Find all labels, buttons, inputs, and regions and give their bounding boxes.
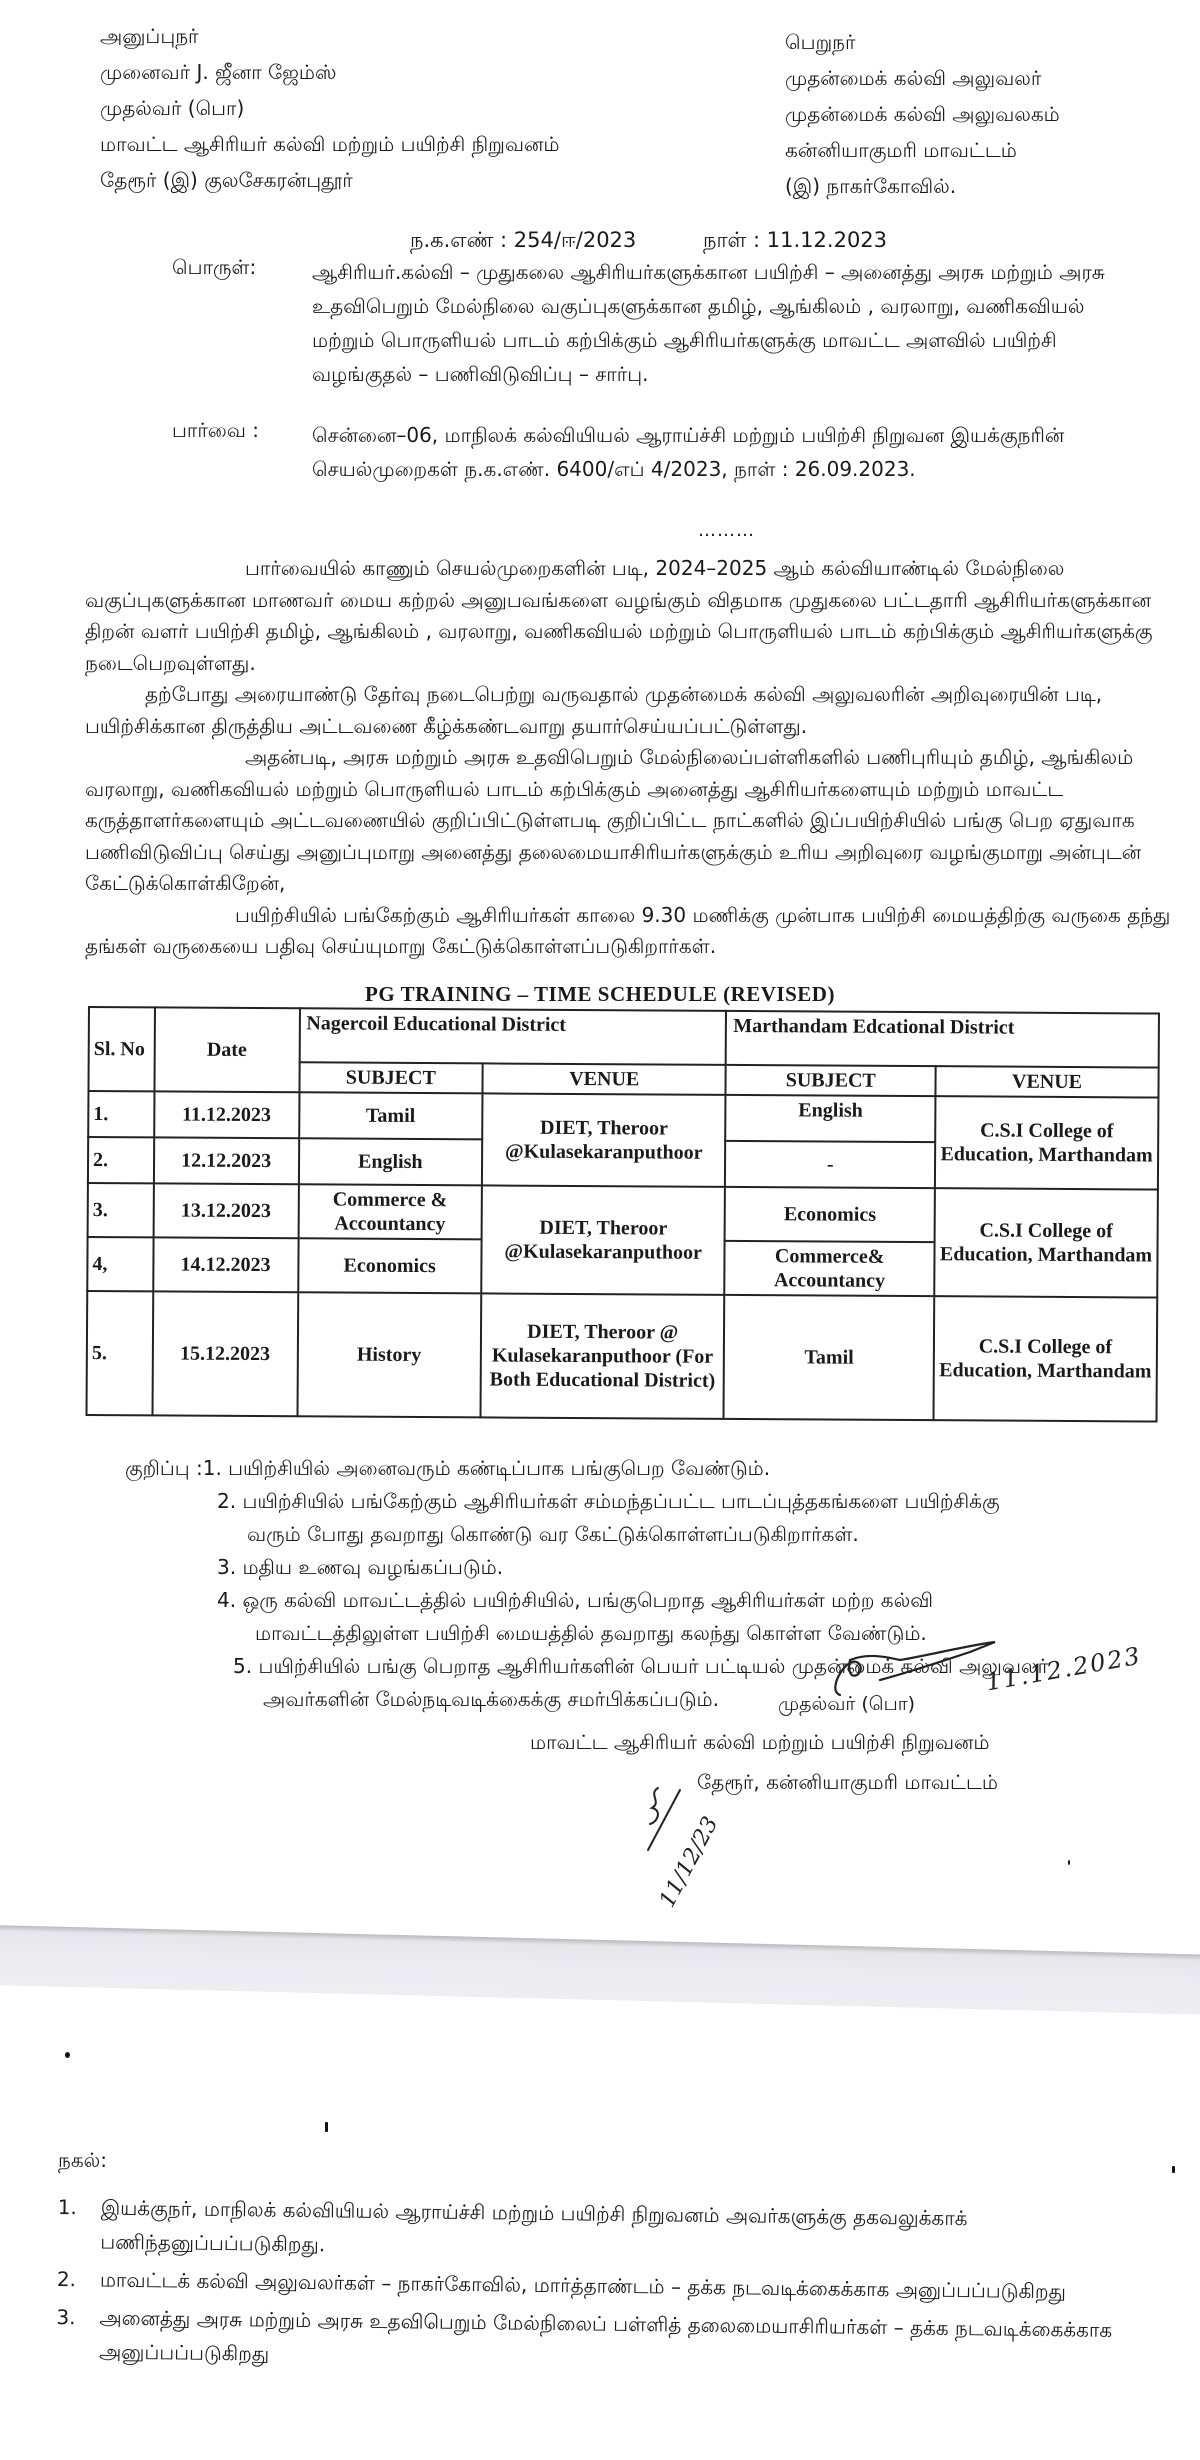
reference-line bbox=[410, 228, 887, 255]
cell-marthandam-venue: C.S.I College of Education, Marthandam bbox=[935, 1096, 1159, 1189]
cell-sl: 4, bbox=[87, 1237, 153, 1291]
reference-number: ந.க.எண் : 254/ஈ/2023 bbox=[410, 228, 637, 252]
copy-to-number: 1. bbox=[57, 2194, 78, 2220]
note-item: 5. பயிற்சியில் பங்கு பெறாத ஆசிரியர்களின் பெயர் பட்டியல் முதன்மைக் கல்வி அலுவலர் bbox=[233, 1654, 1049, 1678]
signatory-place: தேரூர், கன்னியாகுமரி மாவட்டம் bbox=[697, 1770, 998, 1794]
body-paragraph: பயிற்சியில் பங்கேற்கும் ஆசிரியர்கள் காலை 9.30 மணிக்கு முன்பாக பயிற்சி மையத்திற்கு வருகை தந்து தங்கள் வருகையை பதிவு செய்யுமாறு கேட்டுக்கொள்ளப்படுகிறார்கள். bbox=[85, 902, 1171, 958]
speck bbox=[1172, 2166, 1175, 2173]
header-sl-no: Sl. No bbox=[88, 1007, 154, 1091]
signatory-office: மாவட்ட ஆசிரியர் கல்வி மற்றும் பயிற்சி நிறுவனம் bbox=[530, 1730, 990, 1754]
header-subject: SUBJECT bbox=[726, 1065, 936, 1096]
copy-to-text: இயக்குநர், மாநிலக் கல்வியியல் ஆராய்ச்சி மற்றும் பயிற்சி நிறுவனம் அவர்களுக்கு தகவலுக்காக் பணிந்தனுப்பப்படுகிறது. bbox=[100, 2195, 968, 2257]
sender-line: தேரூர் (இ) குலசேகரன்புதூர் bbox=[100, 168, 353, 192]
note-item: 4. ஒரு கல்வி மாவட்டத்தில் பயிற்சியில், பங்குபெறாத ஆசிரியர்கள் மற்ற கல்வி bbox=[217, 1588, 933, 1612]
subject-text: ஆசிரியர்.கல்வி – முதுகலை ஆசிரியர்களுக்கான பயிற்சி – அனைத்து அரசு மற்றும் அரசு உதவிபெறும் மேல்நிலை வகுப்புகளுக்கான தமிழ், ஆங்கிலம் , வரலாறு, வணிகவியல் மற்றும் பொருளியல் பாடம் கற்பிக்கும் ஆசிரியர்களுக்கு மாவட்ட அளவில் பயிற்சி வழங்குதல் – பணிவிடுவிப்பு – சார்பு. bbox=[312, 260, 1105, 386]
cell-nagercoil-subject: Commerce & Accountancy bbox=[298, 1184, 482, 1239]
cell-date: 15.12.2023 bbox=[152, 1291, 298, 1416]
sender-line: முதல்வர் (பொ) bbox=[100, 96, 245, 120]
cell-sl: 5. bbox=[87, 1291, 153, 1415]
cell-marthandam-subject: English bbox=[726, 1095, 936, 1142]
recipient-line: முதன்மைக் கல்வி அலுவலர் bbox=[785, 66, 1042, 90]
note-item: 1. பயிற்சியில் அனைவரும் கண்டிப்பாக பங்குபெற வேண்டும். bbox=[202, 1456, 771, 1480]
cell-marthandam-venue: C.S.I College of Education, Marthandam bbox=[934, 1188, 1158, 1297]
header-marthandam-district: Marthandam Edcational District bbox=[726, 1011, 1159, 1068]
schedule-title: PG TRAINING – TIME SCHEDULE (REVISED) bbox=[365, 982, 835, 1006]
signatory-title: முதல்வர் (பொ) bbox=[778, 1693, 916, 1715]
recipient-block bbox=[785, 24, 1060, 204]
speck bbox=[1068, 1860, 1070, 1865]
sender-line: முனைவர் J. ஜீனா ஜேம்ஸ் bbox=[100, 60, 337, 84]
body-paragraph: அதன்படி, அரசு மற்றும் அரசு உதவிபெறும் மேல்நிலைப்பள்ளிகளில் பணிபுரியும் தமிழ், ஆங்கிலம் வரலாறு, வணிகவியல் மற்றும் பொருளியல் பாடம் கற்பிக்கும் அனைத்து ஆசிரியர்களையும் மற்றும் மாவட்ட கருத்தாளர்களையும் அட்டவணையில் குறிப்பிட்டுள்ளபடி குறிப்பிட்ட நாட்களில் இப்பயிற்சியில் பங்கு பெற ஏதுவாக பணிவிடுவிப்பு செய்து அனுப்புமாறு அனைத்து தலைமையாசிரியர்களுக்கும் உரிய அறிவுரை வழங்குமாறு அன்புடன் கேட்டுக்கொள்கிறேன், bbox=[85, 745, 1142, 895]
copy-to-item bbox=[57, 2190, 1178, 2272]
note-item-continued: வரும் போது தவறாது கொண்டு வர கேட்டுக்கொள்ளப்படுகிறார்கள். bbox=[247, 1522, 859, 1546]
recipient-heading: பெறுநர் bbox=[785, 30, 856, 54]
note-item: 2. பயிற்சியில் பங்கேற்கும் ஆசிரியர்கள் சம்மந்தப்பட்ட பாடப்புத்தகங்களை பயிற்சிக்கு bbox=[217, 1489, 1000, 1513]
cell-date: 11.12.2023 bbox=[154, 1091, 299, 1138]
cell-sl: 2. bbox=[88, 1137, 154, 1183]
note-row bbox=[125, 1452, 1195, 1485]
table-row bbox=[87, 1291, 1158, 1422]
cell-nagercoil-subject: History bbox=[297, 1292, 481, 1417]
copy-to-label: நகல்: bbox=[58, 2148, 107, 2172]
body-paragraph: தற்போது அரையாண்டு தேர்வு நடைபெற்று வருவதால் முதன்மைக் கல்வி அலுவலரின் அறிவுரையின் படி, பயிற்சிக்கான திருத்திய அட்டவணை கீழ்க்கண்டவாறு தயார்செய்யப்பட்டுள்ளது. bbox=[85, 682, 1103, 738]
cell-nagercoil-venue: DIET, Theroor @Kulasekaranputhoor bbox=[482, 1093, 726, 1186]
header-subject: SUBJECT bbox=[299, 1062, 483, 1093]
header-nagercoil-district: Nagercoil Educational District bbox=[299, 1008, 726, 1065]
sender-block bbox=[100, 18, 560, 198]
notes-label: குறிப்பு : bbox=[125, 1456, 203, 1480]
cell-sl: 3. bbox=[88, 1183, 154, 1237]
speck bbox=[325, 2122, 328, 2132]
cell-nagercoil-subject: Tamil bbox=[299, 1092, 483, 1139]
note-item-continued: மாவட்டத்திலுள்ள பயிற்சி மையத்தில் தவறாது கலந்து கொள்ள வேண்டும். bbox=[255, 1621, 927, 1645]
initial-date: 11/12/23 bbox=[655, 1812, 724, 1912]
cell-date: 13.12.2023 bbox=[153, 1183, 298, 1238]
recipient-line: (இ) நாகர்கோவில். bbox=[785, 174, 957, 198]
recipient-line: முதன்மைக் கல்வி அலுவலகம் bbox=[785, 102, 1060, 126]
note-item-continued: அவர்களின் மேல்நடிவடிக்கைக்கு சமர்பிக்கப்படும். bbox=[263, 1687, 720, 1711]
header-venue: VENUE bbox=[935, 1066, 1158, 1097]
copy-to-list bbox=[56, 2190, 1178, 2386]
separator-dots: ……… bbox=[698, 520, 755, 541]
header-venue: VENUE bbox=[482, 1063, 726, 1094]
sender-line: மாவட்ட ஆசிரியர் கல்வி மற்றும் பயிற்சி நிறுவனம் bbox=[100, 132, 560, 156]
cell-nagercoil-venue: DIET, Theroor @ Kulasekaranputhoor (For Both Educational District) bbox=[480, 1293, 724, 1418]
cell-marthandam-subject: - bbox=[725, 1141, 935, 1188]
body-paragraph: பார்வையில் காணும் செயல்முறைகளின் படி, 2024–2025 ஆம் கல்வியாண்டில் மேல்நிலை வகுப்புகளுக்கான மாணவர் மைய கற்றல் அனுபவங்களை வழங்கும் விதமாக முதுகலை பட்டதாரி ஆசிரியர்களுக்கான திறன் வளர் பயிற்சி தமிழ், ஆங்கிலம் , வரலாறு, வணிகவியல் மற்றும் பொருளியல் பாடம் கற்பிக்கும் ஆசிரியர்களுக்கு நடைபெறவுள்ளது. bbox=[85, 556, 1153, 675]
reference-view-text: சென்னை–06, மாநிலக் கல்வியியல் ஆராய்ச்சி மற்றும் பயிற்சி நிறுவன இயக்குநரின் செயல்முறைகள் ந.க.எண். 6400/எப் 4/2023, நாள் : 26.09.2023. bbox=[312, 423, 1065, 481]
subject-label: பொருள்: bbox=[172, 255, 257, 279]
copy-to-text: மாவட்டக் கல்வி அலுவலர்கள் – நாகர்கோவில், மார்த்தாண்டம் – தக்க நடவடிக்கைக்காக அனுப்பப்படுகிறது bbox=[99, 2267, 1067, 2304]
table-row bbox=[88, 1183, 1158, 1244]
schedule-table bbox=[85, 1006, 1159, 1423]
reference-view-label: பார்வை : bbox=[172, 418, 259, 442]
cell-nagercoil-subject: Economics bbox=[298, 1238, 482, 1293]
note-item: 3. மதிய உணவு வழங்கப்படும். bbox=[217, 1555, 504, 1579]
copy-to-number: 3. bbox=[56, 2304, 76, 2330]
letter-body bbox=[85, 553, 1190, 963]
cell-marthandam-venue: C.S.I College of Education, Marthandam bbox=[934, 1296, 1158, 1421]
handwritten-date: 11.12.2023 bbox=[983, 1641, 1144, 1697]
cell-date: 12.12.2023 bbox=[154, 1137, 299, 1184]
page-break bbox=[0, 1925, 1200, 2015]
cell-marthandam-subject: Economics bbox=[725, 1187, 935, 1242]
recipient-line: கன்னியாகுமரி மாவட்டம் bbox=[785, 138, 1017, 162]
cell-marthandam-subject: Commerce& Accountancy bbox=[725, 1241, 935, 1296]
cell-date: 14.12.2023 bbox=[153, 1237, 298, 1292]
speck bbox=[65, 2052, 70, 2058]
copy-to-text: அனைத்து அரசு மற்றும் அரசு உதவிபெறும் மேல்நிலைப் பள்ளித் தலைமையாசிரியர்கள் – தக்க நடவடிக்கைக்காக அனுப்பப்படுகிறது bbox=[98, 2305, 1113, 2366]
header-date: Date bbox=[154, 1007, 299, 1092]
reference-date: நாள் : 11.12.2023 bbox=[702, 228, 888, 252]
table-row bbox=[88, 1091, 1158, 1144]
cell-nagercoil-venue: DIET, Theroor @Kulasekaranputhoor bbox=[481, 1185, 725, 1294]
copy-to-number: 2. bbox=[56, 2266, 77, 2292]
sender-heading: அனுப்புநர் bbox=[100, 24, 199, 48]
cell-marthandam-subject: Tamil bbox=[724, 1295, 934, 1420]
copy-to-item bbox=[56, 2300, 1177, 2382]
cell-sl: 1. bbox=[88, 1091, 154, 1137]
cell-nagercoil-subject: English bbox=[298, 1138, 482, 1185]
